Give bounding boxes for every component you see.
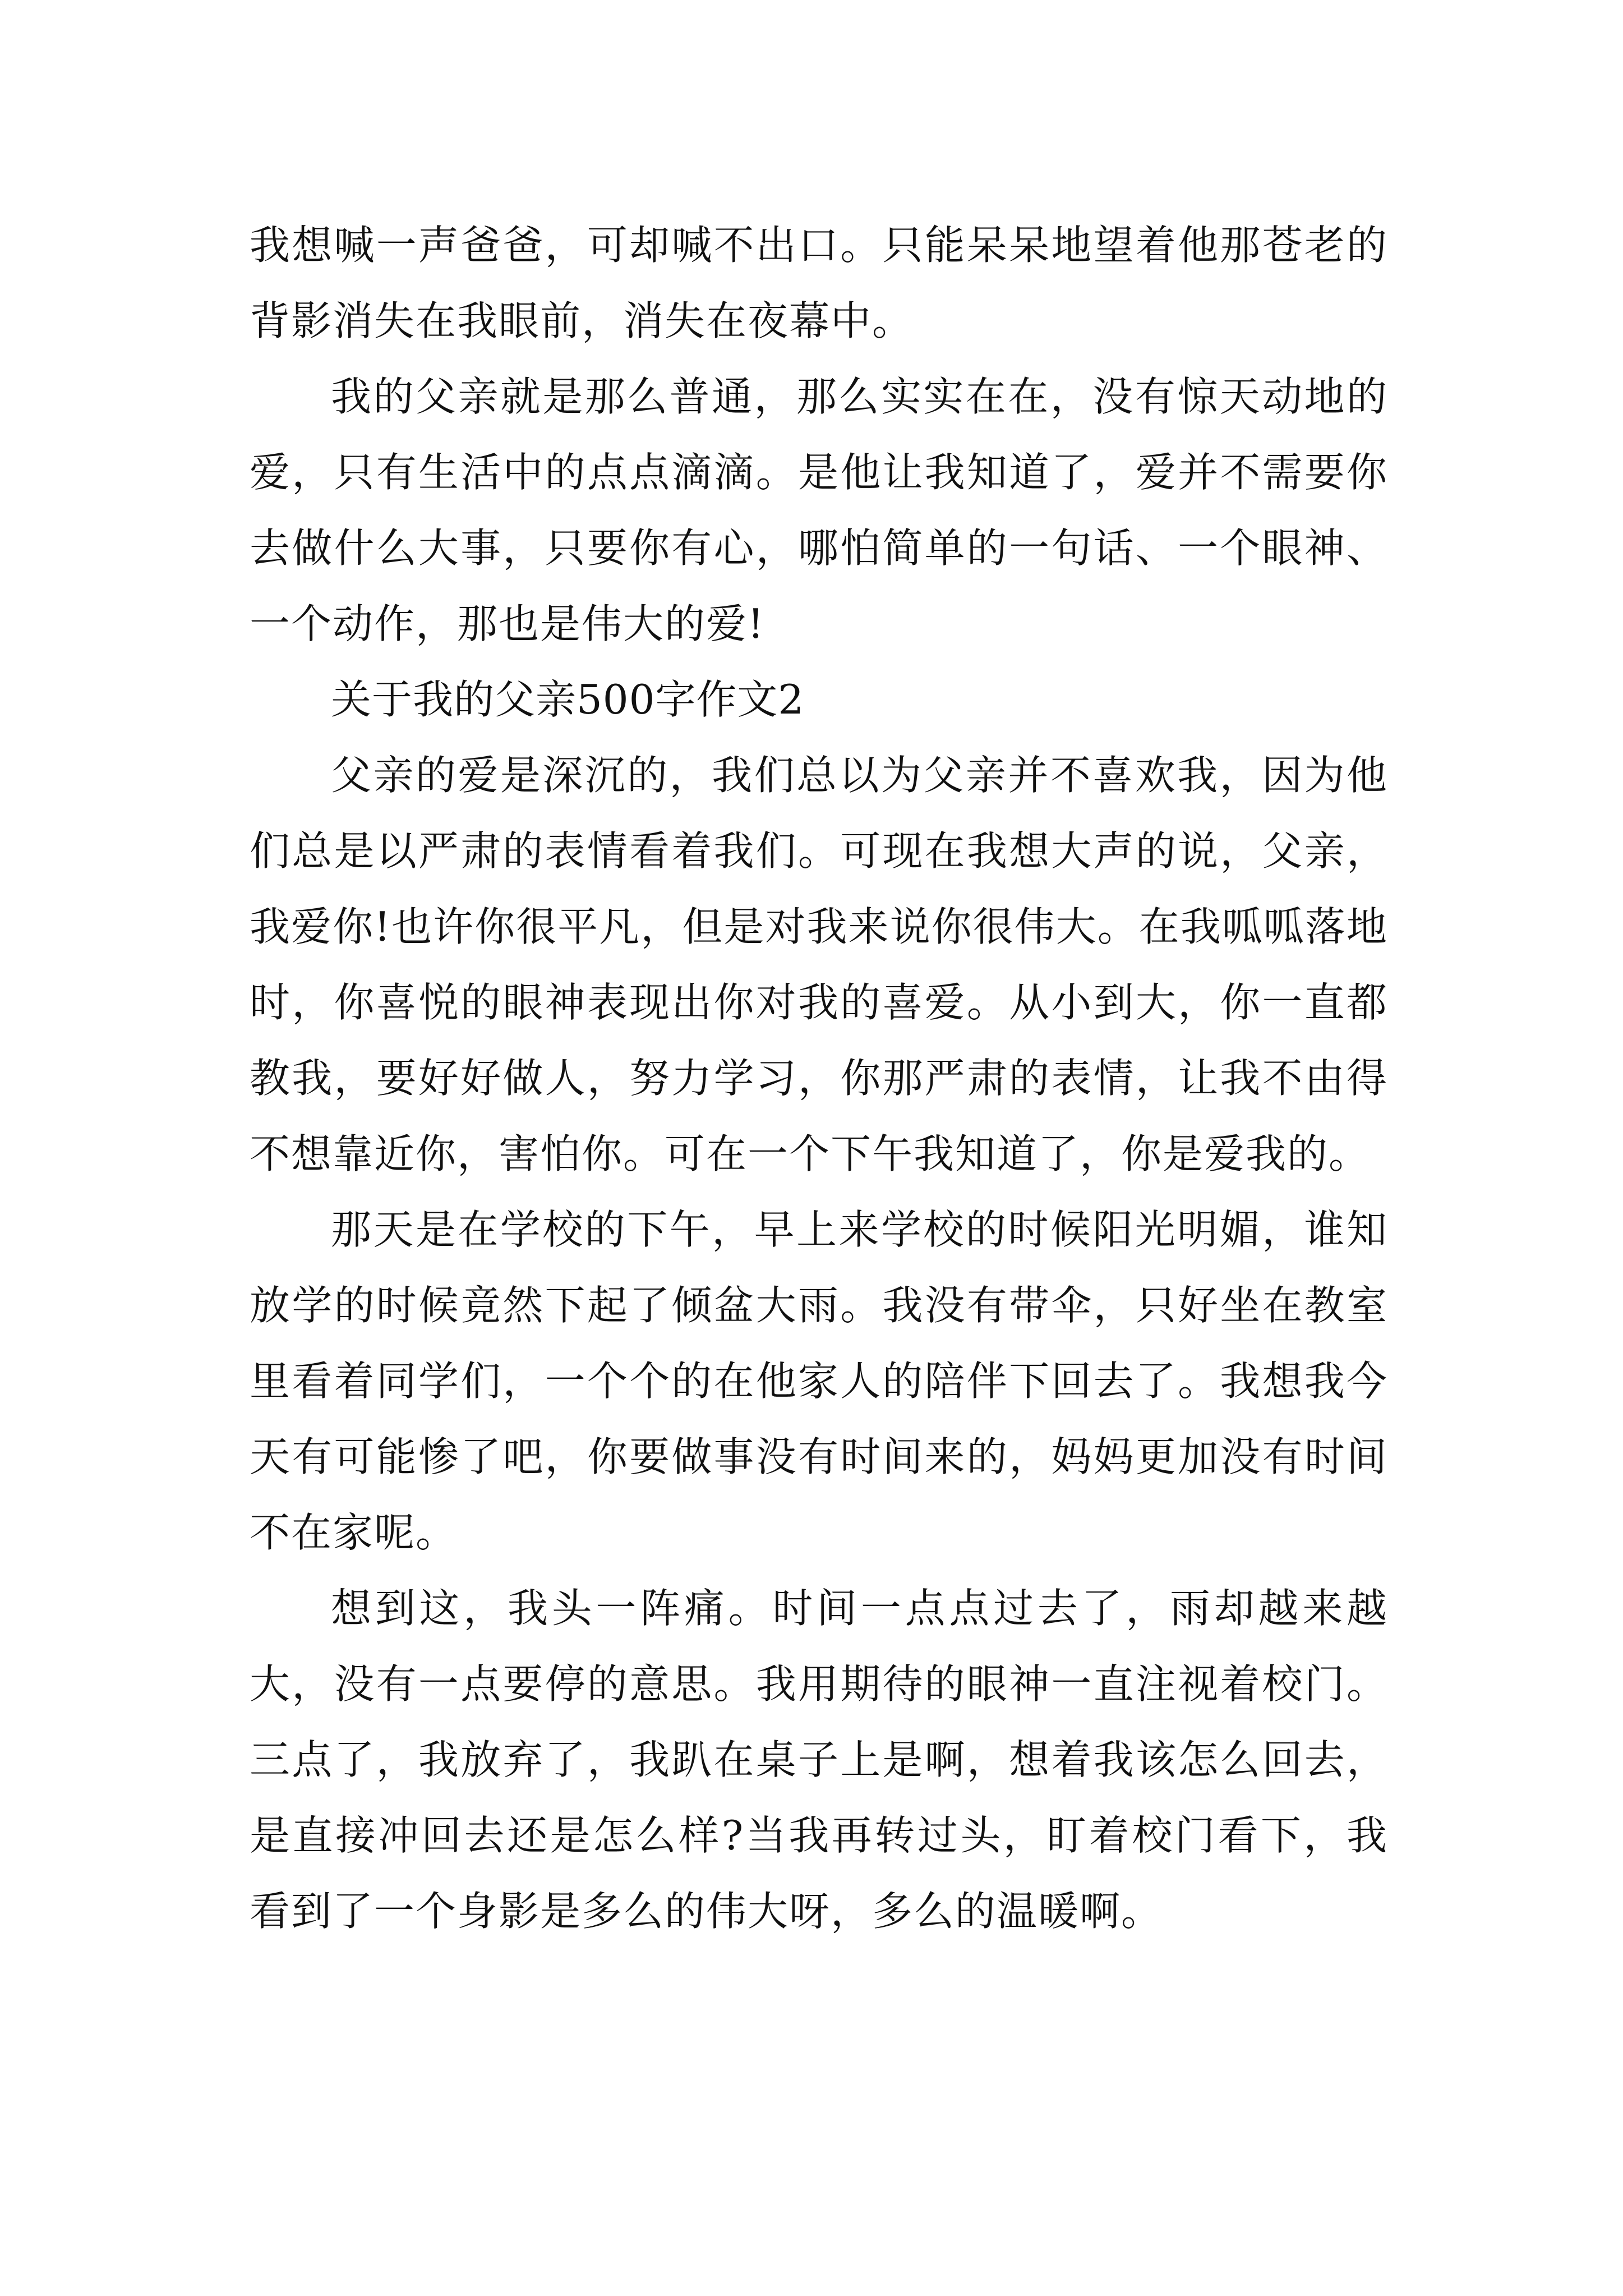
paragraph-1: 我想喊一声爸爸，可却喊不出口。只能呆呆地望着他那苍老的背影消失在我眼前，消失在夜幕中。 [250, 222, 1388, 344]
paragraph-4: 那天是在学校的下午，早上来学校的时候阳光明媚，谁知放学的时候竟然下起了倾盆大雨。我没有带伞，只好坐在教室里看着同学们，一个个的在他家人的陪伴下回去了。我想我今天有可能惨了吧，你要做事没有时间来的，妈妈更加没有时间不在家呢。 [250, 1206, 1388, 1556]
paragraph-2: 我的父亲就是那么普通，那么实实在在，没有惊天动地的爱，只有生活中的点点滴滴。是他让我知道了，爱并不需要你去做什么大事，只要你有心，哪怕简单的一句话、一个眼神、一个动作，那也是伟大的爱! [250, 373, 1388, 647]
section-heading: 关于我的父亲500字作文2 [331, 676, 805, 723]
paragraph-5: 想到这，我头一阵痛。时间一点点过去了，雨却越来越大，没有一点要停的意思。我用期待的眼神一直注视着校门。三点了，我放弃了，我趴在桌子上是啊，想着我该怎么回去，是直接冲回去还是怎么样?当我再转过头，盯着校门看下，我看到了一个身影是多么的伟大呀，多么的温暖啊。 [250, 1585, 1388, 1935]
paragraph-3: 父亲的爱是深沉的，我们总以为父亲并不喜欢我，因为他们总是以严肃的表情看着我们。可现在我想大声的说，父亲，我爱你!也许你很平凡，但是对我来说你很伟大。在我呱呱落地时，你喜悦的眼神表现出你对我的喜爱。从小到大，你一直都教我，要好好做人，努力学习，你那严肃的表情，让我不由得不想靠近你，害怕你。可在一个下午我知道了，你是爱我的。 [250, 752, 1388, 1177]
document-body [250, 208, 1388, 1949]
